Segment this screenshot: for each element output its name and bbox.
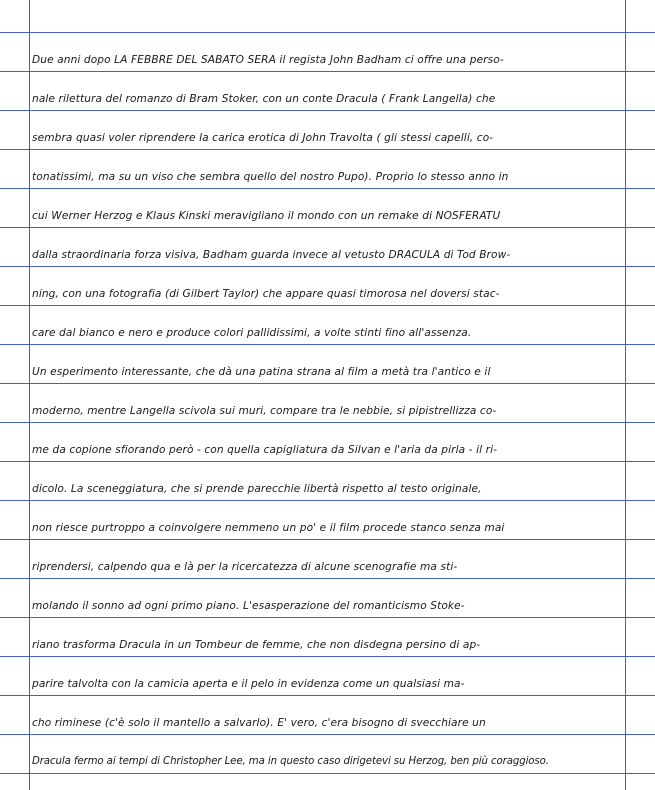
ruled-line xyxy=(0,383,655,384)
ruled-line xyxy=(0,188,655,189)
ruled-line xyxy=(0,695,655,696)
handwritten-line: non riesce purtroppo a coinvolgere nemmeno un po' e il film procede stanco senza mai xyxy=(32,522,505,534)
handwritten-line: riano trasforma Dracula in un Tombeur de femme, che non disdegna persino di ap- xyxy=(32,639,481,651)
handwritten-line: me da copione sfiorando però - con quella capigliatura da Silvan e l'aria da pirla - il ri- xyxy=(32,444,498,456)
ruled-line xyxy=(0,110,655,111)
ruled-line xyxy=(0,227,655,228)
handwritten-line: cho riminese (c'è solo il mantello a salvarlo). E' vero, c'era bisogno di svecchiare un xyxy=(32,717,486,729)
ruled-line xyxy=(0,149,655,150)
handwritten-line: riprendersi, calpendo qua e là per la ricercatezza di alcune scenografie ma sti- xyxy=(32,561,458,573)
handwritten-line: sembra quasi voler riprendere la carica erotica di John Travolta ( gli stessi capelli, co- xyxy=(32,132,494,144)
handwritten-line: nale rilettura del romanzo di Bram Stoker, con un conte Dracula ( Frank Langella) che xyxy=(32,93,496,105)
ruled-line xyxy=(0,344,655,345)
ruled-line xyxy=(0,656,655,657)
handwritten-line: parire talvolta con la camicia aperta e il pelo in evidenza come un qualsiasi ma- xyxy=(32,678,465,690)
handwritten-line: Due anni dopo LA FEBBRE DEL SABATO SERA il regista John Badham ci offre una perso- xyxy=(32,54,504,66)
ruled-line xyxy=(0,617,655,618)
ruled-line xyxy=(0,71,655,72)
handwritten-line: dicolo. La sceneggiatura, che si prende parecchie libertà rispetto al testo originale, xyxy=(32,483,482,495)
ruled-line xyxy=(0,422,655,423)
handwritten-line: ning, con una fotografia (di Gilbert Taylor) che appare quasi timorosa nel doversi stac- xyxy=(32,288,500,300)
ruled-line xyxy=(0,500,655,501)
ruled-line xyxy=(0,539,655,540)
handwritten-line: Dracula fermo ai tempi di Christopher Lee, ma in questo caso dirigetevi su Herzog, ben più coraggioso. xyxy=(32,756,549,767)
ruled-line xyxy=(0,734,655,735)
ruled-line xyxy=(0,266,655,267)
handwritten-line: cui Werner Herzog e Klaus Kinski meravigliano il mondo con un remake di NOSFERATU xyxy=(32,210,501,222)
handwritten-line: Un esperimento interessante, che dà una patina strana al film a metà tra l'antico e il xyxy=(32,366,491,378)
ruled-line xyxy=(0,461,655,462)
handwritten-line: moderno, mentre Langella scivola sui muri, compare tra le nebbie, si pipistrellizza co- xyxy=(32,405,497,417)
left-margin-line xyxy=(29,0,30,790)
handwritten-line: tonatissimi, ma su un viso che sembra quello del nostro Pupo). Proprio lo stesso anno in xyxy=(32,171,509,183)
ruled-line xyxy=(0,305,655,306)
ruled-line xyxy=(0,773,655,774)
handwritten-line: molando il sonno ad ogni primo piano. L'esasperazione del romanticismo Stoke- xyxy=(32,600,465,612)
handwritten-line: care dal bianco e nero e produce colori pallidissimi, a volte stinti fino all'assenza. xyxy=(32,327,472,339)
ruled-line xyxy=(0,578,655,579)
ruled-line xyxy=(0,32,655,33)
right-margin-line xyxy=(625,0,626,790)
handwritten-line: dalla straordinaria forza visiva, Badham guarda invece al vetusto DRACULA di Tod Brow- xyxy=(32,249,511,261)
